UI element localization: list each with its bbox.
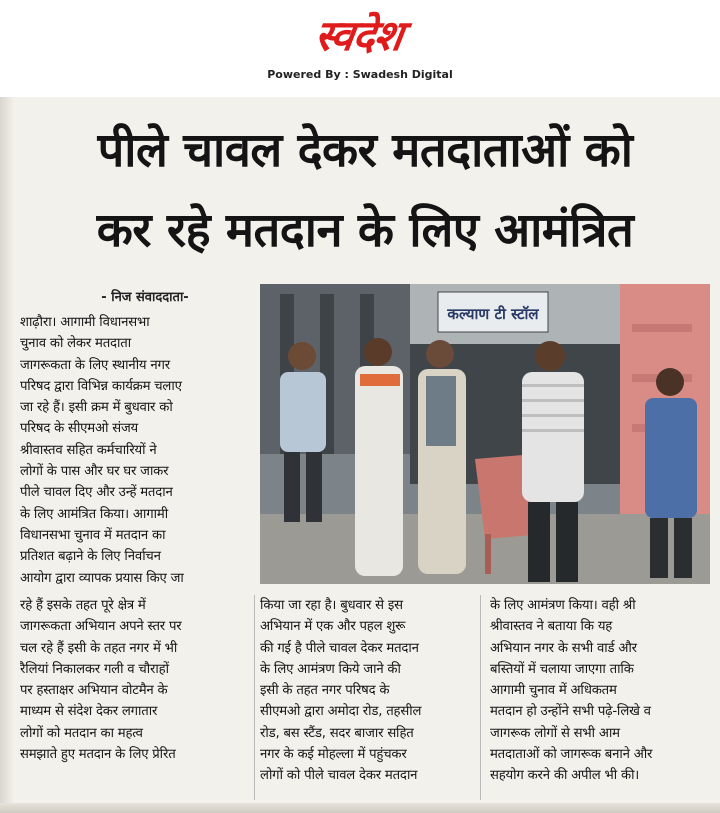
article-line: नगर के कई मोहल्ला में पहुंचकर <box>260 747 407 763</box>
article-line: के लिए आमंत्रण किये जाने की <box>260 661 401 677</box>
column-divider <box>254 595 255 800</box>
article-line: लोगों को पीले चावल देकर मतदान <box>260 768 418 784</box>
article-line: आयोग द्वारा व्यापक प्रयास किए जा <box>20 570 184 586</box>
article-line: जागरूकता अभियान अपने स्तर पर <box>20 619 182 635</box>
photo-illustration <box>260 284 710 584</box>
article-line: जागरूकता के लिए स्थानीय नगर <box>20 357 170 373</box>
article-line: सीएमओ द्वारा अमोदा रोड, तहसील <box>260 704 422 720</box>
article-line: माध्यम से संदेश देकर लगातार <box>20 704 158 720</box>
article-line: रोड, बस स्टैंड, सदर बाजार सहित <box>260 725 414 741</box>
headline-line-1: पीले चावल देकर मतदाताओं को <box>97 123 633 178</box>
article-column-2 <box>260 595 470 787</box>
article-line: की गई है पीले चावल देकर मतदान <box>260 640 419 656</box>
article-line: मतदान हो उन्होंने सभी पढ़े-लिखे व <box>490 704 651 720</box>
article-line: लोगों को मतदान का महत्व <box>20 725 143 741</box>
swadesh-logo: स्वदेश <box>311 11 406 60</box>
article-line: परिषद के सीएमओ संजय <box>20 421 138 437</box>
article-line: चुनाव को लेकर मतदाता <box>20 336 131 352</box>
article-line: रहे हैं इसके तहत पूरे क्षेत्र में <box>20 598 146 613</box>
article-line: के लिए आमंत्रण किया। वही श्री <box>490 598 636 613</box>
article-column-1-continued <box>20 595 250 765</box>
article-line: के लिए आमंत्रित किया। आगामी <box>20 506 168 522</box>
article-line: जागरूक लोगों से सभी आम <box>490 725 620 741</box>
article-line: जा रहे हैं। इसी क्रम में बुधवार को <box>20 400 173 416</box>
headline-line-2: कर रहे मतदान के लिए आमंत्रित <box>96 203 634 258</box>
article-line: किया जा रहा है। बुधवार से इस <box>260 598 403 613</box>
article-line: श्रीवास्तव सहित कर्मचारियों ने <box>20 442 157 458</box>
article-line: लोगों के पास और घर घर जाकर <box>20 464 169 480</box>
masthead <box>0 0 720 95</box>
article-line: मतदाताओं को जागरूक बनाने और <box>490 747 653 763</box>
article-line: अभियान में एक और पहल शुरू <box>260 619 406 635</box>
article-line: पीले चावल दिए और उन्हें मतदान <box>20 485 173 501</box>
article-line: बस्तियों में चलाया जाएगा ताकि <box>490 661 634 677</box>
article-line: प्रतिशत बढ़ाने के लिए निर्वाचन <box>20 549 161 565</box>
article-line: इसी के तहत नगर परिषद के <box>260 683 390 699</box>
article-column-3 <box>490 595 706 787</box>
column-divider <box>480 595 481 800</box>
article-line: अभियान नगर के सभी वार्ड और <box>490 640 637 656</box>
article-line: रैलियां निकालकर गली व चौराहों <box>20 661 169 677</box>
article-line: समझाते हुए मतदान के लिए प्रेरित <box>20 747 176 763</box>
article-line: चल रहे हैं इसी के तहत नगर में भी <box>20 640 178 656</box>
paper-fold-shadow <box>0 97 14 813</box>
article-line: श्रीवास्तव ने बताया कि यह <box>490 619 613 635</box>
article-line: आगामी चुनाव में अधिकतम <box>490 683 617 699</box>
article-line: विधानसभा चुनाव में मतदान का <box>20 527 166 543</box>
article-line: पर हस्ताक्षर अभियान वोटमैन के <box>20 683 168 699</box>
news-photo <box>260 284 710 584</box>
article-column-1 <box>20 312 250 589</box>
powered-by-text: Powered By : Swadesh Digital <box>267 68 453 81</box>
bottom-edge-shadow <box>0 803 720 813</box>
article-line: सहयोग करने की अपील भी की। <box>490 768 640 784</box>
shop-sign-text: कल्याण टी स्टॉल <box>447 305 539 323</box>
byline: - निज संवाददाता- <box>101 290 189 305</box>
article-line: परिषद द्वारा विभिन्न कार्यक्रम चलाए <box>20 378 182 394</box>
article-line: शाढ़ौरा। आगामी विधानसभा <box>20 315 150 330</box>
